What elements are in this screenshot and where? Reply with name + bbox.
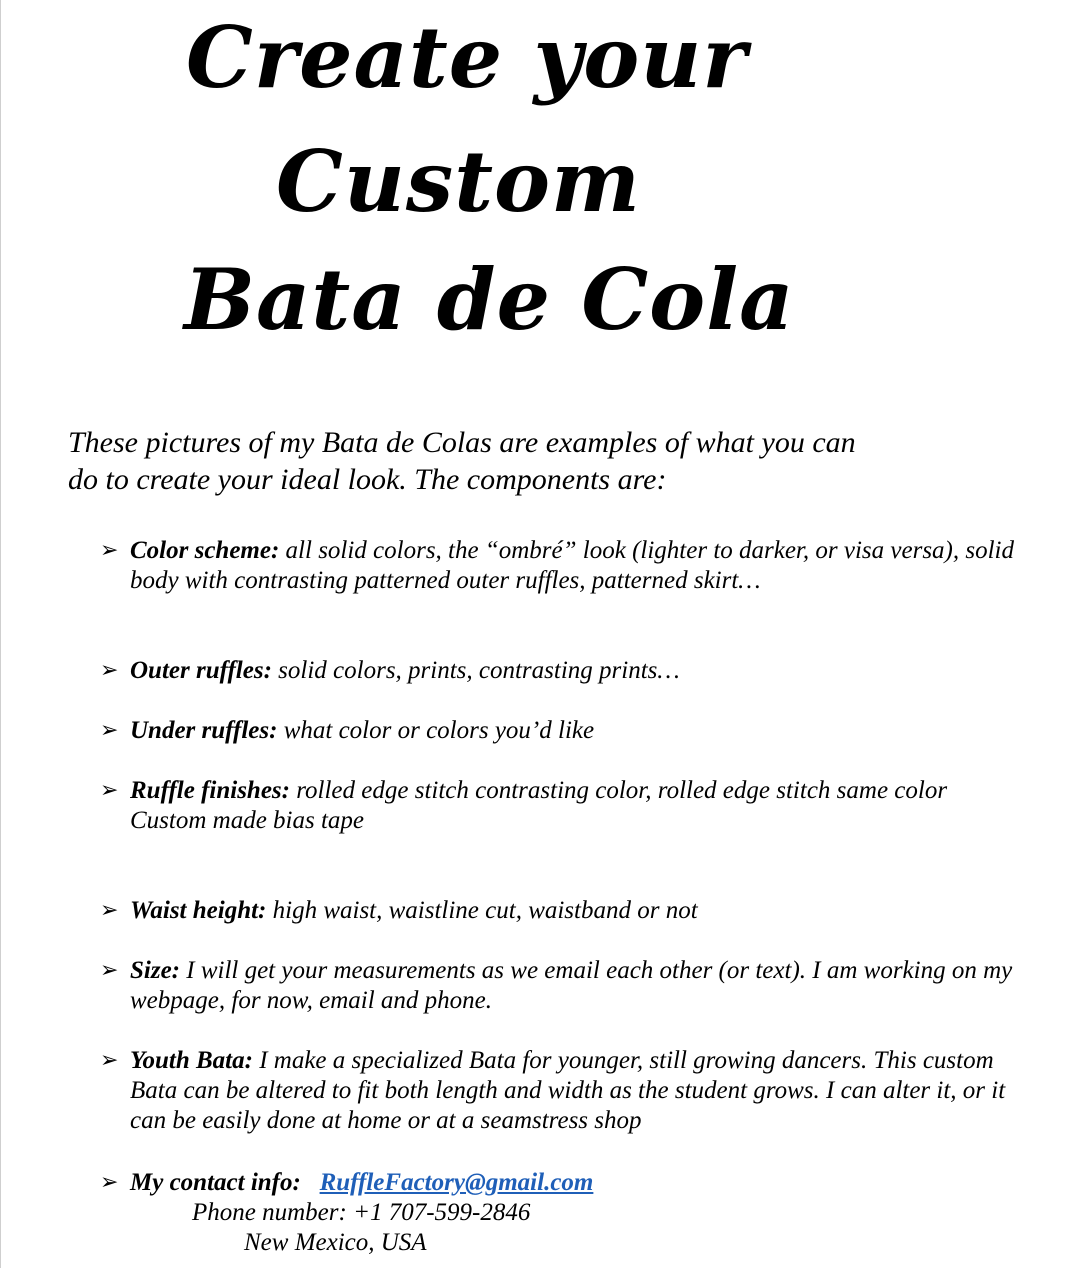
- list-item-youth-bata: [100, 1046, 1030, 1136]
- list-item-under-ruffles: [100, 716, 1030, 746]
- item-term-sep: :: [281, 777, 290, 804]
- item-extra-text: Custom made bias tape: [130, 807, 365, 834]
- item-term: Waist height: [130, 897, 259, 924]
- arrow-bullet-icon: ➢: [100, 658, 119, 683]
- item-term: Color scheme: [130, 537, 271, 564]
- item-text: all solid colors, the “ombré” look (lighter to darker, or visa versa), solid body with contrasting patterned outer ruffles, patterned skirt…: [130, 537, 1014, 594]
- arrow-bullet-icon: ➢: [100, 718, 119, 743]
- location-line: New Mexico, USA: [244, 1229, 427, 1256]
- arrow-bullet-icon: ➢: [100, 538, 119, 563]
- item-text: I make a specialized Bata for younger, still growing dancers. This custom Bata can be altered to fit both length and width as the student grows. I can alter it, or it can be easily done at home or at a seamstress shop: [130, 1047, 1006, 1134]
- item-text: high waist, waistline cut, waistband or not: [266, 897, 698, 924]
- list-item-size: [100, 956, 1030, 1016]
- list-item-outer-ruffles: [100, 656, 1030, 686]
- item-text: I will get your measurements as we email each other (or text). I am working on my webpage, for now, email and phone.: [130, 957, 1013, 1014]
- item-text: rolled edge stitch contrasting color, rolled edge stitch same color: [289, 777, 948, 804]
- item-term: Outer ruffles: [130, 657, 264, 684]
- item-text: what color or colors you’d like: [277, 717, 595, 744]
- list-item-contact: [100, 1168, 1030, 1198]
- arrow-bullet-icon: ➢: [100, 1048, 119, 1073]
- item-text: solid colors, prints, contrasting prints…: [271, 657, 680, 684]
- arrow-bullet-icon: ➢: [100, 1170, 119, 1195]
- arrow-bullet-icon: ➢: [100, 898, 119, 923]
- item-term: Youth Bata:: [130, 1047, 253, 1074]
- arrow-bullet-icon: ➢: [100, 958, 119, 983]
- intro-paragraph: These pictures of my Bata de Colas are examples of what you can do to create your ideal look. The components are:: [68, 426, 856, 496]
- contact-label: My contact info:: [130, 1169, 301, 1196]
- item-term: Size:: [130, 957, 180, 984]
- list-item-color-scheme: [100, 536, 1030, 596]
- title-line-3: Bata de Cola: [184, 250, 795, 349]
- title-line-2: Custom: [276, 132, 641, 231]
- item-term: Ruffle finishes: [130, 777, 282, 804]
- list-item-waist-height: [100, 896, 1030, 926]
- item-term-sep: :: [263, 657, 272, 684]
- item-term: Under ruffles: [130, 717, 270, 744]
- item-term-sep: :: [258, 897, 267, 924]
- title-line-1: Create your: [186, 8, 748, 107]
- list-item-ruffle-finishes: [100, 776, 1030, 836]
- email-link[interactable]: RuffleFactory@gmail.com: [319, 1169, 594, 1196]
- phone-line: Phone number: +1 707-599-2846: [192, 1199, 531, 1226]
- arrow-bullet-icon: ➢: [100, 778, 119, 803]
- item-term-sep: :: [269, 717, 278, 744]
- item-term-sep: :: [270, 537, 280, 564]
